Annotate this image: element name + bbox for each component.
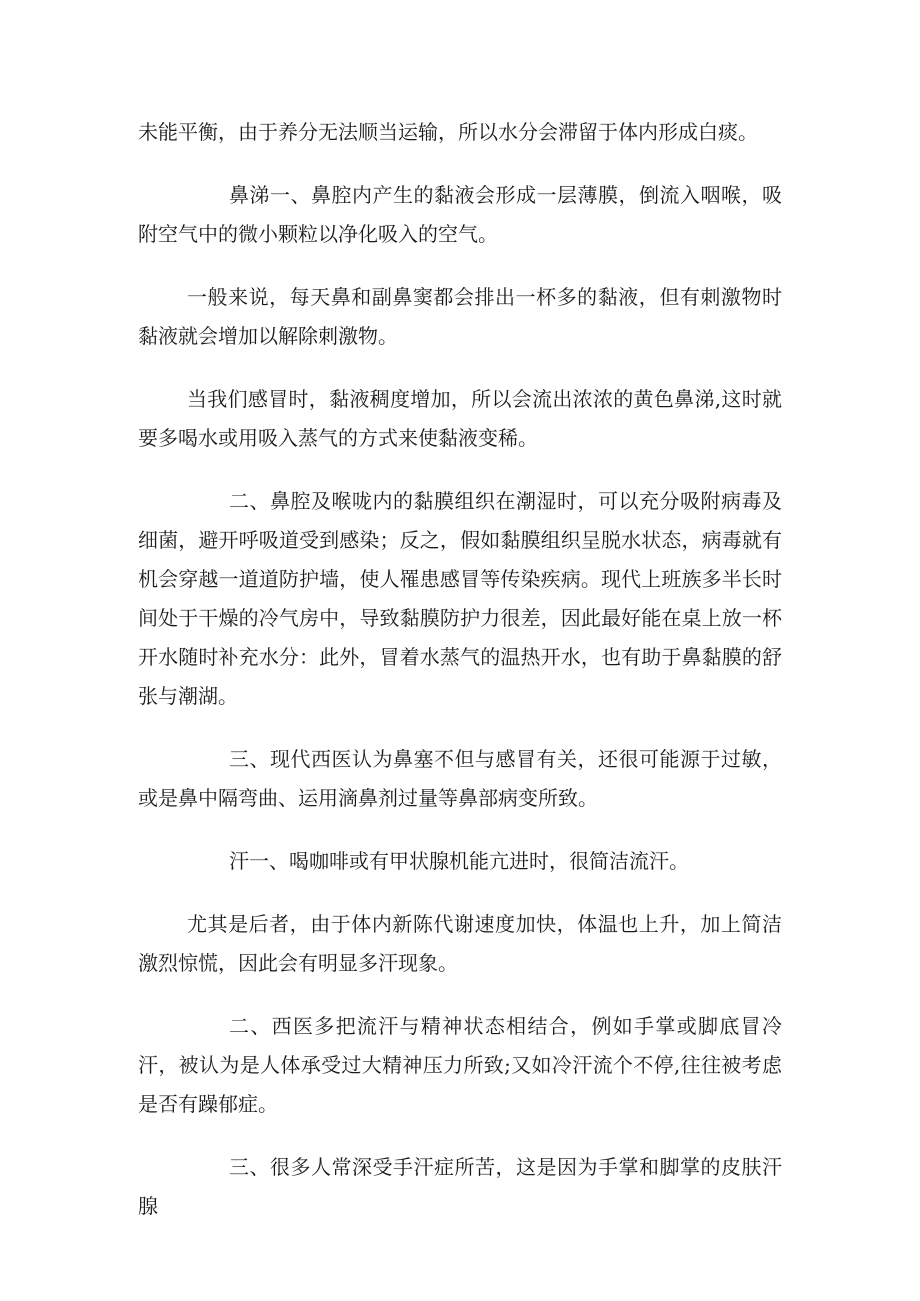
paragraph-3: 一般来说，每天鼻和副鼻窦都会排出一杯多的黏液，但有刺激物时黏液就会增加以解除刺激物。 bbox=[138, 285, 782, 348]
paragraph-10: 三、很多人常深受手汗症所苦，这是因为手掌和脚掌的皮肤汗腺 bbox=[138, 1155, 782, 1218]
paragraph-1: 未能平衡，由于养分无法顺当运输，所以水分会滞留于体内形成白痰。 bbox=[138, 120, 758, 144]
paragraph-4: 当我们感冒时，黏液稠度增加，所以会流出浓浓的黄色鼻涕,这时就要多喝水或用吸入蒸气的方式来使黏液变稀。 bbox=[138, 387, 782, 450]
paragraph-9: 二、西医多把流汗与精神状态相结合，例如手掌或脚底冒冷汗，被认为是人体承受过大精神压力所致;又如冷汗流个不停,往往被考虑是否有躁郁症。 bbox=[138, 1014, 782, 1116]
paragraph-2: 鼻涕一、鼻腔内产生的黏液会形成一层薄膜，倒流入咽喉，吸附空气中的微小颗粒以净化吸入的空气。 bbox=[138, 183, 782, 246]
paragraph-8: 尤其是后者，由于体内新陈代谢速度加快，体温也上升，加上简洁激烈惊慌，因此会有明显多汗现象。 bbox=[138, 912, 782, 975]
paragraph-5: 二、鼻腔及喉咙内的黏膜组织在潮湿时，可以充分吸附病毒及细菌，避开呼吸道受到感染；反之，假如黏膜组织呈脱水状态，病毒就有机会穿越一道道防护墙，使人罹患感冒等传染疾病。现代上班族多半长时间处于干燥的冷气房中，导致黏膜防护力很差，因此最好能在桌上放一杯开水随时补充水分：此外，冒着水蒸气的温热开水，也有助于鼻黏膜的舒张与潮湖。 bbox=[138, 489, 782, 708]
paragraph-6: 三、现代西医认为鼻塞不但与感冒有关，还很可能源于过敏，或是鼻中隔弯曲、运用滴鼻剂过量等鼻部病变所致。 bbox=[138, 747, 782, 810]
paragraph-7: 汗一、喝咖啡或有甲状腺机能亢进时，很简洁流汗。 bbox=[229, 849, 689, 873]
